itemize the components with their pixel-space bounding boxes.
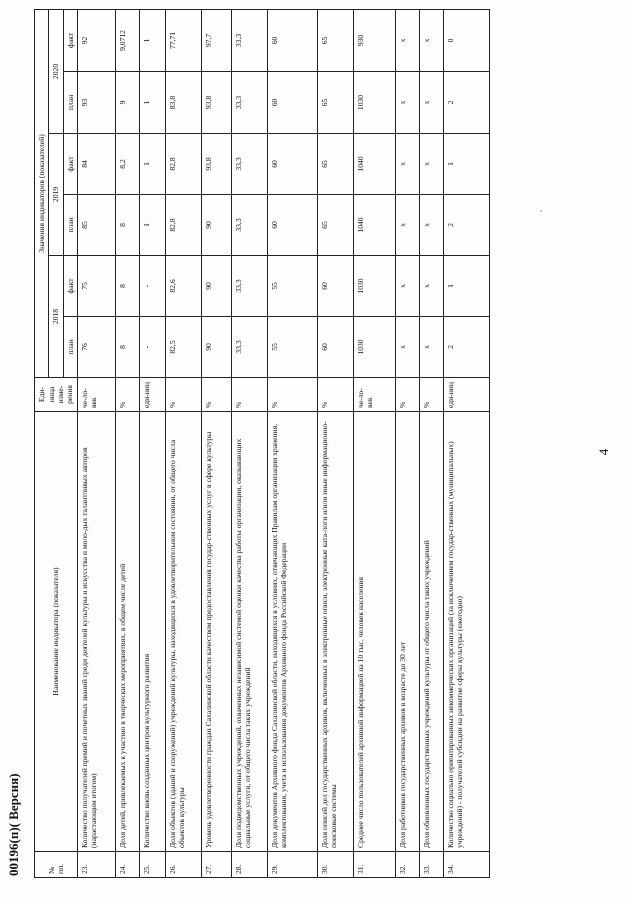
indicator-value: 60	[317, 317, 353, 378]
table-row	[353, 9, 395, 877]
indicator-value: 1	[139, 72, 165, 134]
header-plan: план	[63, 317, 77, 378]
table-row	[115, 9, 139, 877]
indicator-value: 65	[317, 72, 353, 134]
header-year: 2018	[49, 256, 63, 378]
unit-of-measure: еди-ниц	[139, 378, 165, 412]
indicator-value: 1	[443, 256, 489, 317]
indicator-value: 8	[115, 195, 139, 256]
unit-of-measure: %	[395, 378, 419, 412]
indicator-value: 33,3	[231, 72, 267, 134]
indicator-value: 1030	[353, 317, 395, 378]
indicator-value: 2	[443, 72, 489, 134]
indicator-value: 60	[267, 134, 317, 195]
row-number: 32.	[395, 852, 419, 878]
row-number: 27.	[201, 852, 231, 878]
table-row	[395, 9, 419, 877]
page-number: 4	[596, 448, 611, 456]
indicator-value: x	[419, 72, 443, 134]
header-plan: план	[63, 195, 77, 256]
unit-of-measure: че-ло-век	[353, 378, 395, 412]
indicator-value: 76	[77, 317, 115, 378]
indicator-value: 84	[77, 134, 115, 195]
indicators-table	[34, 9, 490, 878]
indicator-value: 8,2	[115, 134, 139, 195]
row-number: 34.	[443, 852, 489, 878]
header-plan: план	[63, 72, 77, 134]
header-fact: факт	[63, 256, 77, 317]
indicator-value: 90	[201, 195, 231, 256]
indicator-value: 85	[77, 195, 115, 256]
indicator-value: x	[395, 195, 419, 256]
indicator-value: x	[419, 9, 443, 71]
indicator-value: 65	[317, 134, 353, 195]
unit-of-measure: %	[201, 378, 231, 412]
indicators-table-container	[34, 10, 490, 878]
indicator-value: 60	[267, 72, 317, 134]
unit-of-measure: %	[267, 378, 317, 412]
indicator-value: 82,6	[165, 256, 201, 317]
indicator-value: 33,3	[231, 195, 267, 256]
unit-of-measure: еди-ниц	[443, 378, 489, 412]
row-number: 23.	[77, 852, 115, 878]
indicator-value: 9,0712	[115, 9, 139, 71]
indicator-value: 0	[443, 9, 489, 71]
indicator-name: Среднее число пользователей архивной информацией на 10 тыс. человек населения	[353, 412, 395, 852]
indicator-value: 1	[139, 9, 165, 71]
indicator-value: 9	[115, 72, 139, 134]
table-row	[165, 9, 201, 877]
indicator-value: 82,5	[165, 317, 201, 378]
indicator-value: 33,3	[231, 134, 267, 195]
indicator-name: Количество вновь созданных центров культурного развития	[139, 412, 165, 852]
indicator-value: x	[395, 317, 419, 378]
indicator-value: 93	[77, 72, 115, 134]
indicator-value: 1	[139, 134, 165, 195]
indicator-value: 65	[317, 195, 353, 256]
unit-of-measure: %	[231, 378, 267, 412]
header-num: № пп.	[35, 852, 78, 878]
indicator-value: 8	[115, 317, 139, 378]
unit-of-measure: %	[419, 378, 443, 412]
indicator-name: Доля документов Архивного фонда Сахалинской области, находящихся в условиях, отвечающих Правилам организации хранения, комплектования, учета и использования документов Архивного фонда Российской Федерации	[267, 412, 317, 852]
indicator-value: x	[419, 195, 443, 256]
indicator-value: 90	[201, 256, 231, 317]
indicator-value: x	[419, 317, 443, 378]
indicator-name: Доля описей дел государственных архивов, включенных в электронные описи, электронные ката-логи и/или иные информационно-поисковые системы	[317, 412, 353, 852]
indicator-value: 33,3	[231, 317, 267, 378]
header-year: 2019	[49, 134, 63, 256]
indicator-value: 1	[443, 134, 489, 195]
indicator-value: 1030	[353, 72, 395, 134]
table-row	[443, 9, 489, 877]
table-row	[139, 9, 165, 877]
header-year: 2020	[49, 9, 63, 133]
table-row	[317, 9, 353, 877]
indicator-value: 55	[267, 256, 317, 317]
indicator-value: -	[139, 317, 165, 378]
table-row	[201, 9, 231, 877]
row-number: 28.	[231, 852, 267, 878]
table-row	[231, 9, 267, 877]
indicator-value: 930	[353, 9, 395, 71]
indicator-value: 1040	[353, 195, 395, 256]
row-number: 31.	[353, 852, 395, 878]
table-row	[267, 9, 317, 877]
unit-of-measure: %	[317, 378, 353, 412]
table-body	[77, 9, 489, 877]
indicator-value: 2	[443, 195, 489, 256]
indicator-value: 60	[267, 195, 317, 256]
indicator-name: Доля обновленных государственных учреждений культуры от общего числа таких учреждений	[419, 412, 443, 852]
indicator-value: 97,7	[201, 9, 231, 71]
unit-of-measure: че-ло-век	[77, 378, 115, 412]
indicator-value: 2	[443, 317, 489, 378]
indicator-value: 82,8	[165, 134, 201, 195]
row-number: 26.	[165, 852, 201, 878]
header-row-1	[35, 9, 49, 877]
indicator-name: Количество получателей премий и почетных званий среди деятелей культуры и искусства и моло-дых талантливых авторов (нарастающим итогом)	[77, 412, 115, 852]
header-values-group: Значения индикаторов (показателей)	[35, 9, 49, 377]
indicator-value: 77,71	[165, 9, 201, 71]
header-fact: факт	[63, 9, 77, 71]
indicator-value: x	[395, 9, 419, 71]
indicator-value: 60	[317, 256, 353, 317]
row-number: 30.	[317, 852, 353, 878]
indicator-value: 83,8	[165, 72, 201, 134]
indicator-value: 65	[317, 9, 353, 71]
indicator-name: Количество социально ориентированных некоммерческих организаций (за исключением государ-ственных (муниципальных) учреждений) - получателей субсидии на развитие сферы культуры (ежегодно)	[443, 412, 489, 852]
indicator-name: Доля работников государственных архивов в возрасте до 30 лет	[395, 412, 419, 852]
indicator-value: 33,3	[231, 9, 267, 71]
indicator-value: 60	[267, 9, 317, 71]
indicator-name: Доля детей, привлекаемых к участию в творческих мероприятиях, в общем числе детей	[115, 412, 139, 852]
row-number: 33.	[419, 852, 443, 878]
indicator-value: x	[419, 256, 443, 317]
table-row	[419, 9, 443, 877]
indicator-value: 75	[77, 256, 115, 317]
indicator-value: -	[139, 256, 165, 317]
unit-of-measure: %	[115, 378, 139, 412]
unit-of-measure: %	[165, 378, 201, 412]
row-number: 29.	[267, 852, 317, 878]
header-unit: Еди-ница изме-рения	[35, 378, 78, 412]
indicator-value: 1030	[353, 256, 395, 317]
indicator-value: x	[419, 134, 443, 195]
indicator-value: x	[395, 256, 419, 317]
indicator-value: 1	[139, 195, 165, 256]
row-number: 24.	[115, 852, 139, 878]
indicator-value: 33,3	[231, 256, 267, 317]
indicator-value: 93,8	[201, 72, 231, 134]
indicator-value: 1040	[353, 134, 395, 195]
indicator-value: 55	[267, 317, 317, 378]
row-number: 25.	[139, 852, 165, 878]
header-fact: факт	[63, 134, 77, 195]
indicator-value: 93,8	[201, 134, 231, 195]
indicator-value: x	[395, 134, 419, 195]
indicator-value: 92	[77, 9, 115, 71]
indicator-name: Доля объектов (зданий и сооружений) учреждений культуры, находящихся в удовлетворительном состоянии, от общего числа объектов культуры	[165, 412, 201, 852]
indicator-value: 90	[201, 317, 231, 378]
indicator-name: Уровень удовлетворенности граждан Сахалинской области качеством предоставления государ-ственных услуг в сфере культуры	[201, 412, 231, 852]
table-row	[77, 9, 115, 877]
indicator-value: 82,8	[165, 195, 201, 256]
indicator-name: Доля подведомственных учреждений, охваченных независимой системой оценки качества работы организации, оказывающих социальные услуги, от общего числа таких учреждений	[231, 412, 267, 852]
indicator-value: x	[395, 72, 419, 134]
document-version-note: 00196(п)( Версия)	[6, 773, 21, 876]
header-name: Наименование индикатора (показателя)	[35, 412, 78, 852]
indicator-value: 8	[115, 256, 139, 317]
